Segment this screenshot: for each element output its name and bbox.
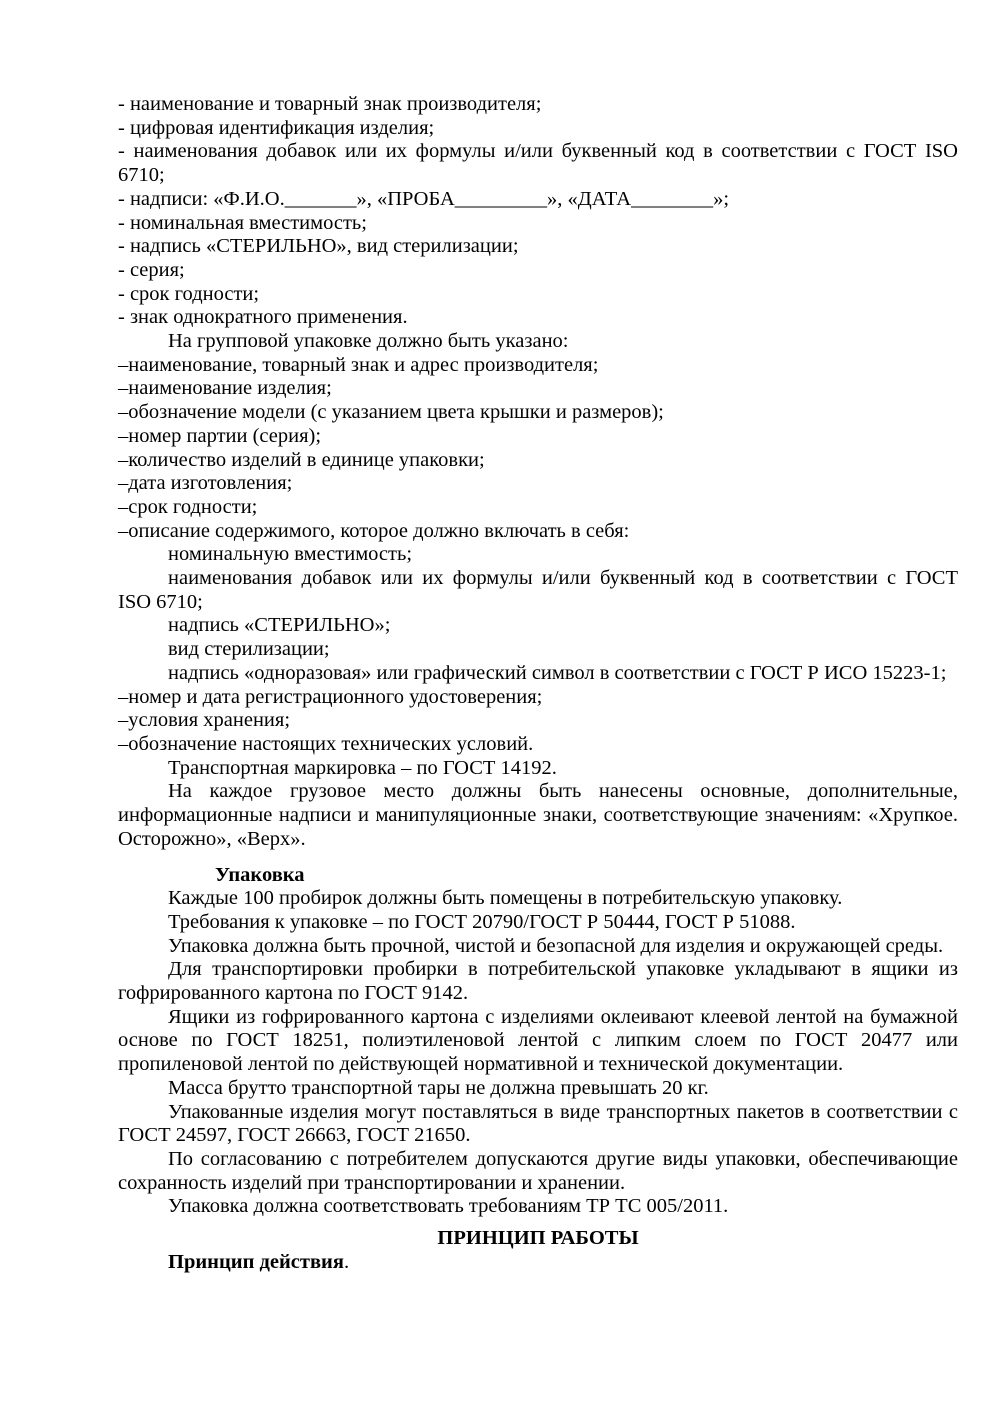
list-item-line: –обозначение модели (с указанием цвета крышки и размеров); xyxy=(118,401,664,424)
list-item-line: - цифровая идентификация изделия; xyxy=(118,116,435,139)
list-item-line: - срок годности; xyxy=(118,282,260,305)
paragraph-first-line: На каждое грузовое место должны быть нанесены основные, дополнительные, xyxy=(168,780,958,803)
paragraph-first-line: Транспортная маркировка – по ГОСТ 14192. xyxy=(168,756,557,779)
paragraph-continuation-line: информационные надписи и манипуляционные знаки, соответствующие значениям: «Хрупкое. xyxy=(118,804,958,827)
paragraph-first-line: На групповой упаковке должно быть указано: xyxy=(168,330,569,353)
paragraph-first-line: надпись «СТЕРИЛЬНО»; xyxy=(168,614,391,637)
paragraph-first-line: По согласованию с потребителем допускаются другие виды упаковки, обеспечивающие xyxy=(168,1147,958,1170)
paragraph-continuation-line: сохранность изделий при транспортировании и хранении. xyxy=(118,1171,626,1194)
list-item-line: –условия хранения; xyxy=(118,709,291,732)
lead-heading-bold-text: Принцип действия xyxy=(168,1250,344,1273)
paragraph-first-line: Упакованные изделия могут поставляться в виде транспортных пакетов в соответствии с xyxy=(168,1100,958,1123)
paragraph-continuation-line: ГОСТ 24597, ГОСТ 26663, ГОСТ 21650. xyxy=(118,1124,471,1147)
paragraph-first-line: надпись «одноразовая» или графический символ в соответствии с ГОСТ Р ИСО 15223-1; xyxy=(168,661,947,684)
lead-heading-line xyxy=(118,1251,958,1275)
list-item-line: –номер партии (серия); xyxy=(118,424,322,447)
list-item-line: - надписи: «Ф.И.О._______», «ПРОБА_________», «ДАТА________»; xyxy=(118,187,730,210)
list-item-line: - серия; xyxy=(118,258,185,281)
list-item-line: - наименование и товарный знак производителя; xyxy=(118,93,542,115)
list-item-line: –наименование изделия; xyxy=(118,377,332,400)
paragraph-continuation-line: ISO 6710; xyxy=(118,590,203,613)
list-item-line: - наименования добавок или их формулы и/или буквенный код в соответствии с ГОСТ ISO xyxy=(118,140,958,163)
paragraph-first-line: Ящики из гофрированного картона с изделиями оклеивают клеевой лентой на бумажной xyxy=(168,1005,958,1028)
list-item-line: –количество изделий в единице упаковки; xyxy=(118,448,485,471)
list-item-line: –дата изготовления; xyxy=(118,472,293,495)
list-item-line: –срок годности; xyxy=(118,495,258,518)
chapter-heading: ПРИНЦИП РАБОТЫ xyxy=(437,1227,639,1250)
list-item-line: –номер и дата регистрационного удостоверения; xyxy=(118,685,543,708)
paragraph-continuation-line: пропиленовой лентой по действующей нормативной и технической документации. xyxy=(118,1053,844,1076)
paragraph-first-line: Упаковка должна быть прочной, чистой и безопасной для изделия и окружающей среды. xyxy=(168,934,944,957)
paragraph-first-line: Каждые 100 пробирок должны быть помещены в потребительскую упаковку. xyxy=(168,887,843,910)
paragraph-first-line: вид стерилизации; xyxy=(168,638,330,661)
paragraph-continuation-line: гофрированного картона по ГОСТ 9142. xyxy=(118,982,469,1005)
section-heading: Упаковка xyxy=(215,863,305,886)
document-content xyxy=(118,93,958,1274)
list-item-line: –описание содержимого, которое должно включать в себя: xyxy=(118,519,630,542)
paragraph-first-line: Для транспортировки пробирки в потребительской упаковке укладывают в ящики из xyxy=(168,958,958,981)
list-item-line: –обозначение настоящих технических условий. xyxy=(118,732,534,755)
paragraph-continuation-line: 6710; xyxy=(118,164,165,187)
paragraph-first-line: Упаковка должна соответствовать требованиям ТР ТС 005/2011. xyxy=(168,1195,729,1218)
paragraph-first-line: наименования добавок или их формулы и/или буквенный код в соответствии с ГОСТ xyxy=(168,567,958,590)
paragraph-continuation-line: основе по ГОСТ 18251, полиэтиленовой лентой с липким слоем по ГОСТ 20477 или xyxy=(118,1029,958,1052)
paragraph-first-line: Масса брутто транспортной тары не должна превышать 20 кг. xyxy=(168,1076,709,1099)
list-item-line: - номинальная вместимость; xyxy=(118,211,367,234)
spacer xyxy=(118,1219,958,1227)
paragraph-continuation-line: Осторожно», «Верх». xyxy=(118,827,306,850)
spacer xyxy=(118,852,958,864)
list-item-line: - надпись «СТЕРИЛЬНО», вид стерилизации; xyxy=(118,235,519,258)
list-item-line: –наименование, товарный знак и адрес производителя; xyxy=(118,353,599,376)
paragraph-first-line: номинальную вместимость; xyxy=(168,543,413,566)
lead-heading-rest-text: . xyxy=(343,1250,350,1273)
list-item-line: - знак однократного применения. xyxy=(118,306,408,329)
paragraph-first-line: Требования к упаковке – по ГОСТ 20790/ГОСТ Р 50444, ГОСТ Р 51088. xyxy=(168,910,796,933)
